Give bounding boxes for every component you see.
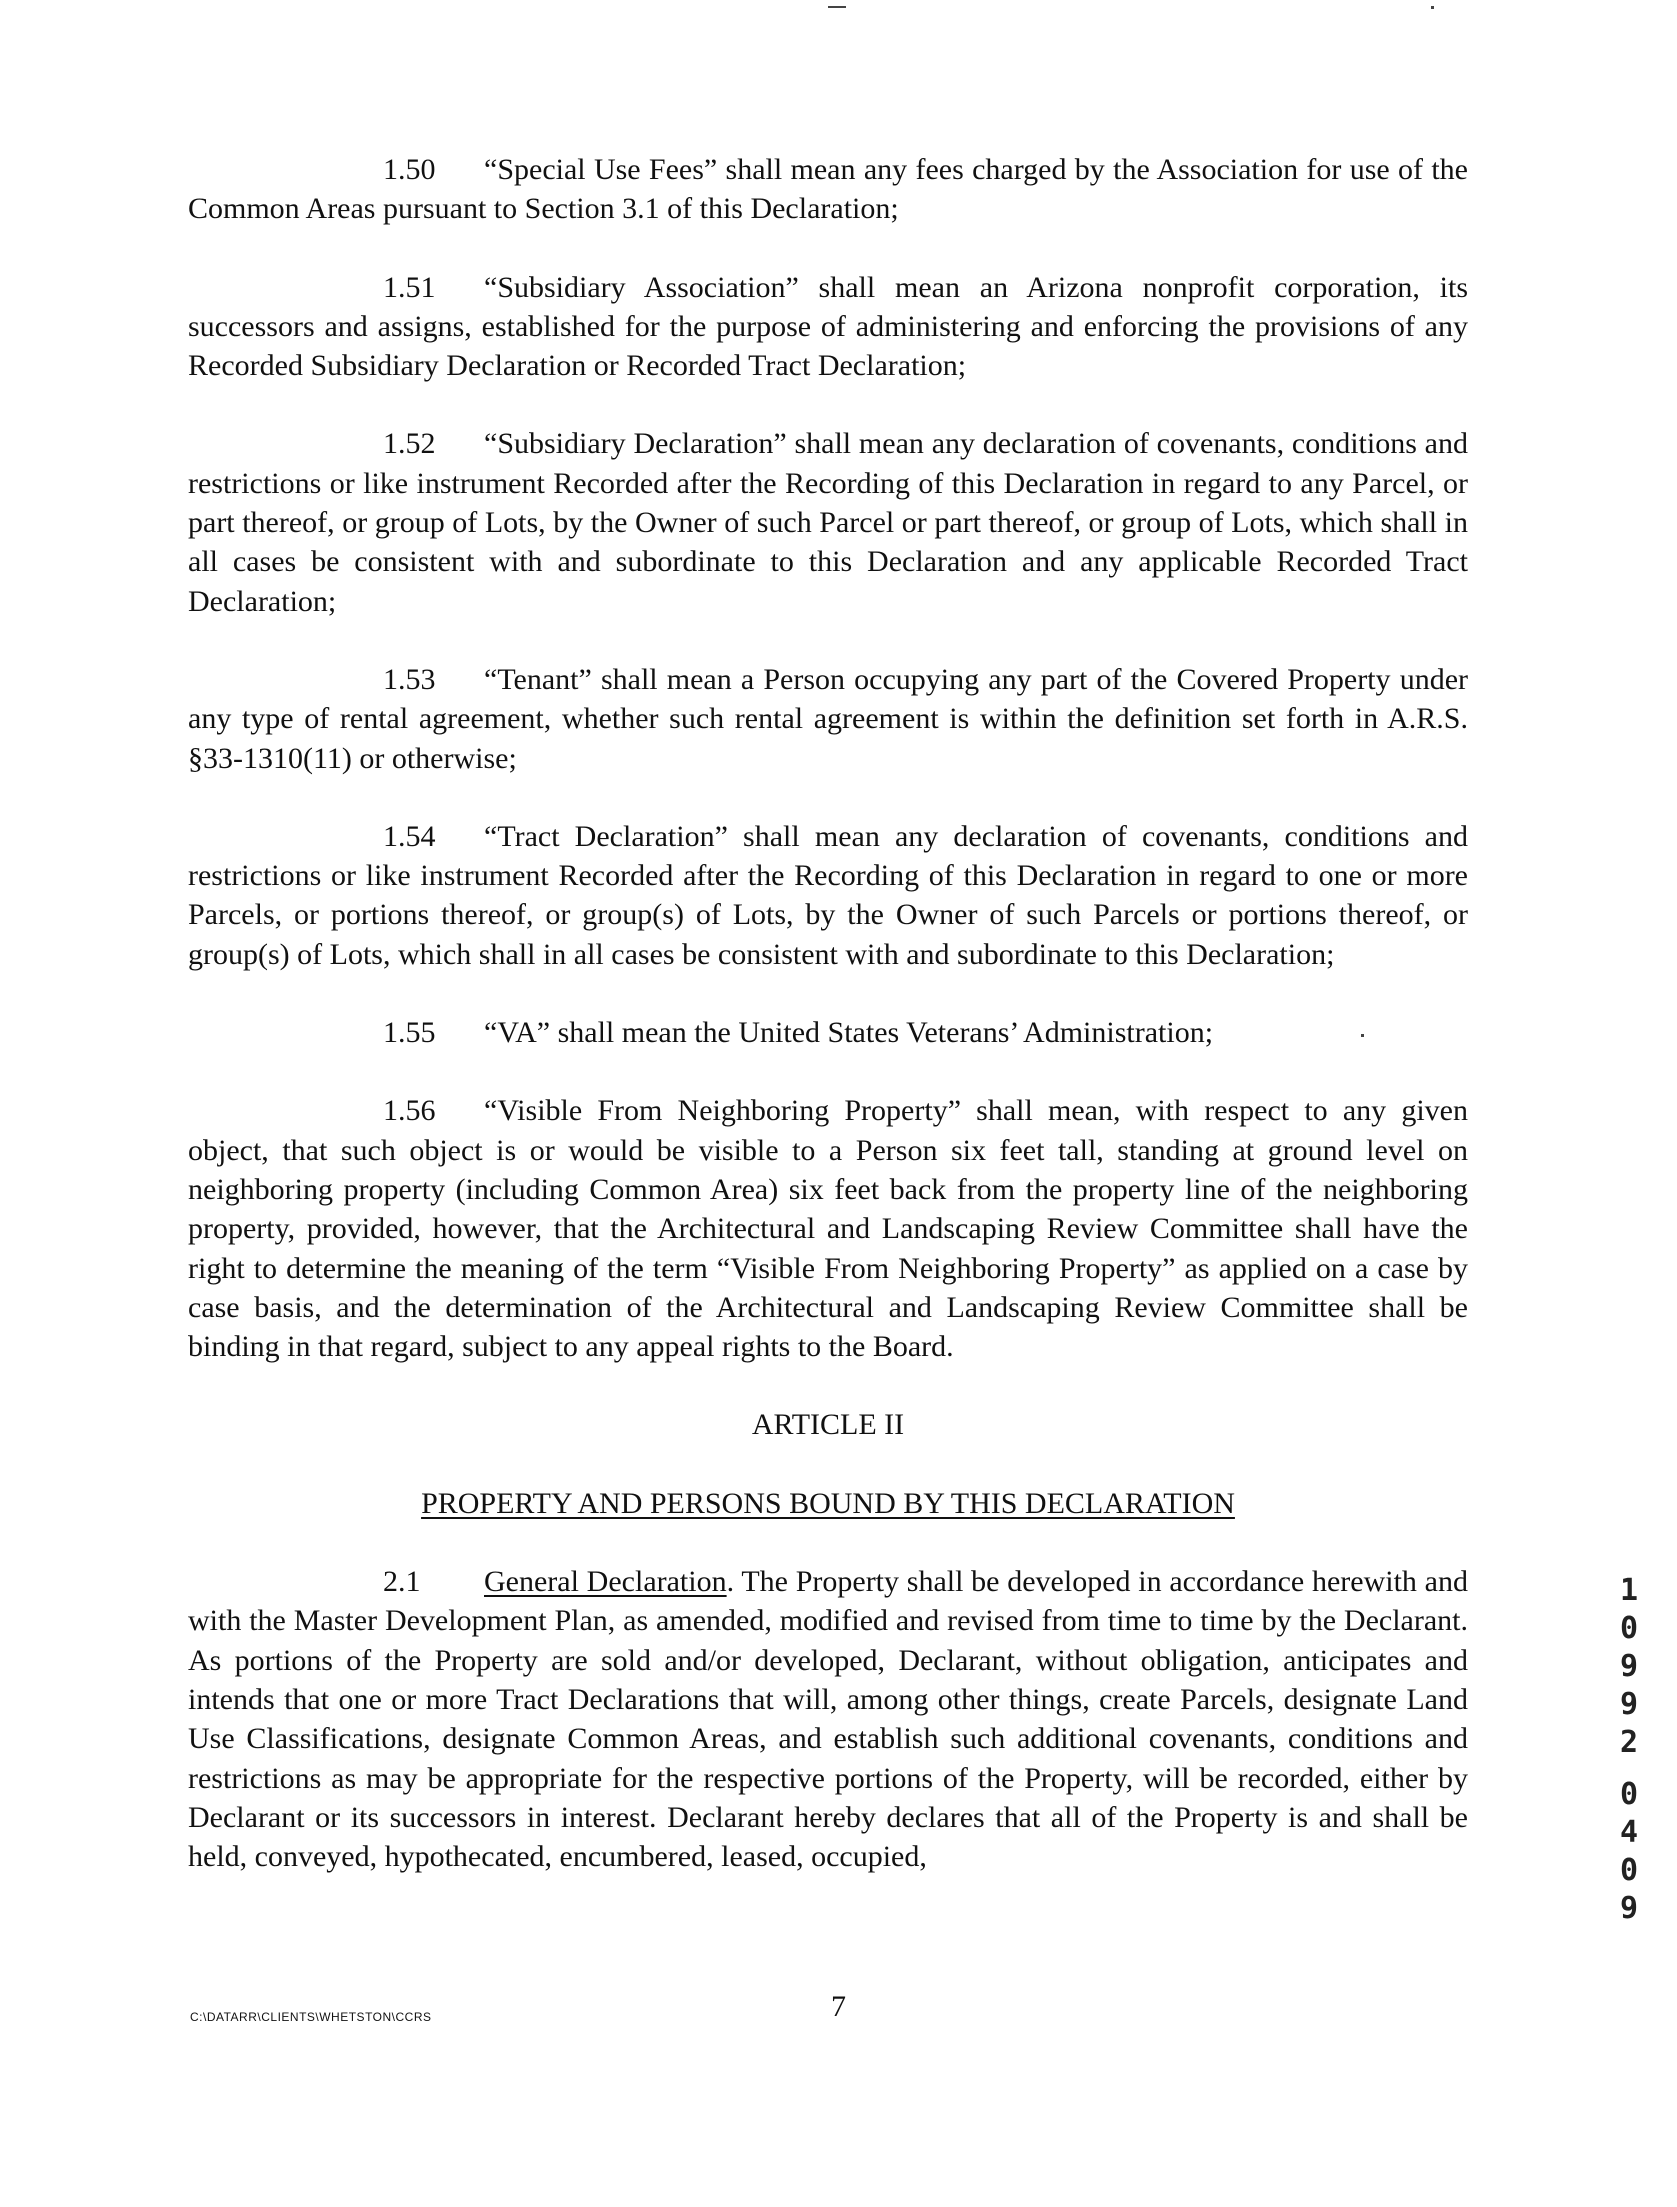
stamp-digit: 9 xyxy=(1619,1687,1639,1722)
article-title-text: PROPERTY AND PERSONS BOUND BY THIS DECLARATION xyxy=(421,1486,1235,1520)
section-number: 1.51 xyxy=(383,270,436,304)
article-label: ARTICLE II xyxy=(751,1408,905,1442)
definition-1-51 xyxy=(188,268,1468,386)
page-number: 7 xyxy=(831,1990,846,2023)
file-path: C:\DATARR\CLIENTS\WHETSTON\CCRS xyxy=(190,2010,432,2024)
section-number: 1.56 xyxy=(383,1094,436,1128)
stamp-digit: 0 xyxy=(1619,1853,1639,1888)
section-text: “Tenant” shall mean a Person occupying any part of the Covered Property under any type of rental agreement, whether such rental agreement is within the definition set forth in A.R.S. §33-1310(11) or otherwise; xyxy=(188,662,1468,775)
section-number: 1.54 xyxy=(383,819,436,853)
stamp-digit: 1 xyxy=(1619,1573,1639,1608)
section-number: 2.1 xyxy=(383,1565,421,1599)
definition-1-54 xyxy=(188,817,1468,974)
section-number: 1.55 xyxy=(383,1016,436,1050)
definition-1-55 xyxy=(188,1013,1468,1052)
section-heading: General Declaration xyxy=(484,1565,727,1599)
scan-artifact xyxy=(1361,1034,1364,1037)
section-number: 1.53 xyxy=(383,662,436,696)
definition-1-53 xyxy=(188,660,1468,778)
scan-artifact xyxy=(1431,6,1434,9)
section-text: “Visible From Neighboring Property” shall mean, with respect to any given object, that such object is or would be visible to a Person six feet tall, standing at ground level on neighboring property (including Common Area) six feet back from the property line of the neighboring property, provided, however, that the Architectural and Landscaping Review Committee shall have the right to determine the meaning of the term “Visible From Neighboring Property” as applied on a case by case basis, and the determination of the Architectural and Landscaping Review Committee shall be binding in that regard, subject to any appeal rights to the Board. xyxy=(188,1094,1468,1364)
stamp-digit: 9 xyxy=(1619,1891,1639,1926)
section-text: . The Property shall be developed in accordance herewith and with the Master Development Plan, as amended, modified and revised from time to time by the Declarant. As portions of the Property are sold and/or developed, Declarant, without obligation, anticipates and intends that one or more Tract Declarations that will, among other things, create Parcels, designate Land Use Classifications, designate Common Areas, and establish such additional covenants, conditions and restrictions as may be appropriate for the respective portions of the Property, will be recorded, either by Declarant or its successors in interest. Declarant hereby declares that all of the Property is and shall be held, conveyed, hypothecated, encumbered, leased, occupied, xyxy=(188,1565,1468,1874)
scan-artifact xyxy=(828,6,846,8)
definition-1-56 xyxy=(188,1091,1468,1366)
section-text: “Subsidiary Association” shall mean an Arizona nonprofit corporation, its successors and assigns, established for the purpose of administering and enforcing the provisions of any Recorded Subsidiary Declaration or Recorded Tract Declaration; xyxy=(188,270,1468,383)
stamp-digit: 0 xyxy=(1619,1777,1639,1812)
section-text: “Subsidiary Declaration” shall mean any declaration of covenants, conditions and restrictions or like instrument Recorded after the Recording of this Declaration in regard to any Parcel, or part thereof, or group of Lots, by the Owner of such Parcel or part thereof, or group of Lots, which shall in all cases be consistent with and subordinate to this Declaration and any applicable Recorded Tract Declaration; xyxy=(188,427,1468,618)
section-text: “Tract Declaration” shall mean any declaration of covenants, conditions and restrictions or like instrument Recorded after the Recording of this Declaration in regard to one or more Parcels, or portions thereof, or group(s) of Lots, by the Owner of such Parcels or portions thereof, or group(s) of Lots, which shall in all cases be consistent with and subordinate to this Declaration; xyxy=(188,819,1468,971)
article-title xyxy=(188,1484,1468,1523)
section-2-1 xyxy=(188,1562,1468,1876)
stamp-digit: 2 xyxy=(1619,1725,1639,1760)
stamp-digit: 0 xyxy=(1619,1611,1639,1646)
section-number: 1.52 xyxy=(383,427,436,461)
recording-stamp-bottom xyxy=(1618,1776,1640,1928)
section-text: “Special Use Fees” shall mean any fees charged by the Association for use of the Common Areas pursuant to Section 3.1 of this Declaration; xyxy=(188,153,1468,226)
definition-1-52 xyxy=(188,424,1468,620)
section-text: “VA” shall mean the United States Veterans’ Administration; xyxy=(484,1016,1214,1050)
document-body xyxy=(188,150,1468,1915)
stamp-digit: 9 xyxy=(1619,1649,1639,1684)
recording-stamp-top xyxy=(1618,1572,1640,1762)
section-number: 1.50 xyxy=(383,153,436,186)
definition-1-50 xyxy=(188,150,1468,229)
stamp-digit: 4 xyxy=(1619,1815,1639,1850)
